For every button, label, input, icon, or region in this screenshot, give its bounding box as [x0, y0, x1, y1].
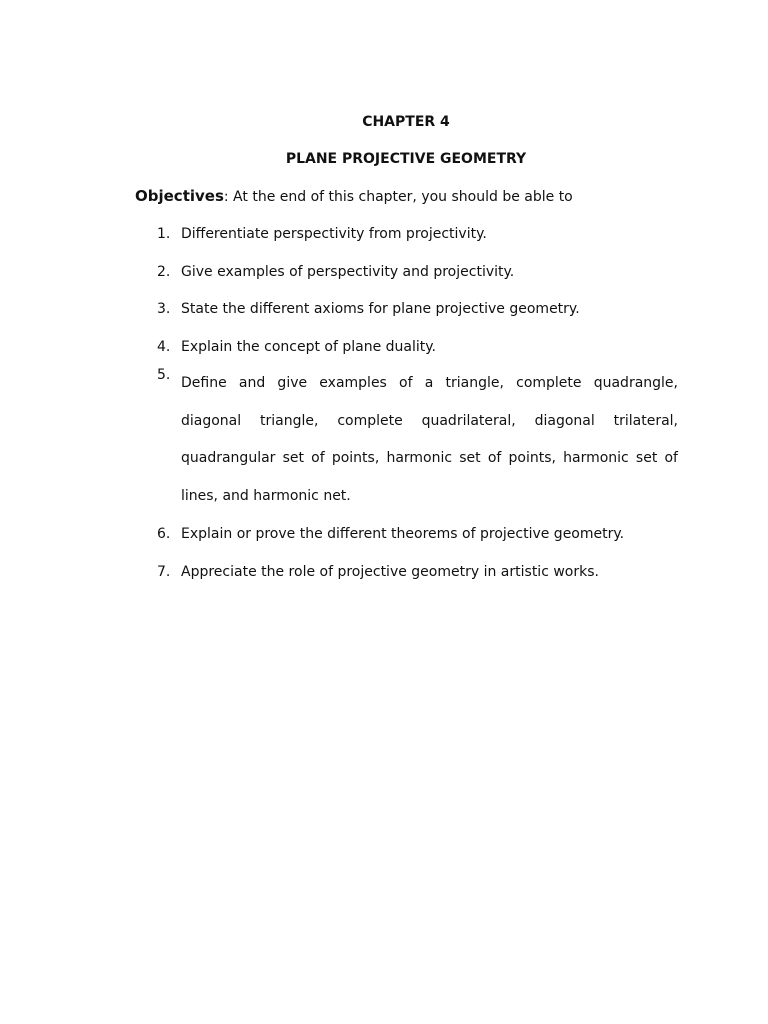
- objective-number: 4.: [157, 338, 171, 355]
- objective-text: Give examples of perspectivity and projectivity.: [181, 263, 515, 280]
- objectives-intro: [135, 186, 695, 207]
- objectives-heading: Objectives: [135, 187, 224, 205]
- objective-text: Appreciate the role of projective geometry in artistic works.: [181, 563, 599, 580]
- objective-number: 5.: [157, 367, 171, 384]
- objectives-intro-text: : At the end of this chapter, you should be able to: [223, 189, 573, 205]
- objective-item: [0, 224, 768, 244]
- objective-item: [0, 524, 768, 544]
- objective-item: [0, 299, 768, 319]
- objective-number: 3.: [157, 301, 171, 317]
- chapter-title: PLANE PROJECTIVE GEOMETRY: [285, 151, 527, 167]
- objective-text: Explain the concept of plane duality.: [181, 338, 436, 355]
- objective-number: 2.: [157, 263, 171, 280]
- objective-item: [0, 365, 768, 515]
- objective-item: [0, 262, 768, 282]
- objectives-list: [0, 224, 768, 599]
- objective-number: 7.: [157, 563, 171, 580]
- objective-item: [0, 562, 768, 582]
- objective-number: 1.: [157, 226, 171, 242]
- objective-text: Differentiate perspectivity from projectivity.: [181, 226, 487, 242]
- objective-text: Define and give examples of a triangle, complete quadrangle, diagonal triangle, complete quadrilateral, diagonal trilateral, quadrangular set of points, harmonic set of points, harmonic set of lines, and harmonic net.: [181, 375, 678, 504]
- objective-text: Explain or prove the different theorems of projective geometry.: [181, 526, 625, 542]
- chapter-label: CHAPTER 4: [362, 114, 450, 130]
- objective-number: 6.: [157, 526, 171, 542]
- objective-text: State the different axioms for plane projective geometry.: [181, 301, 580, 317]
- objective-item: [0, 337, 768, 357]
